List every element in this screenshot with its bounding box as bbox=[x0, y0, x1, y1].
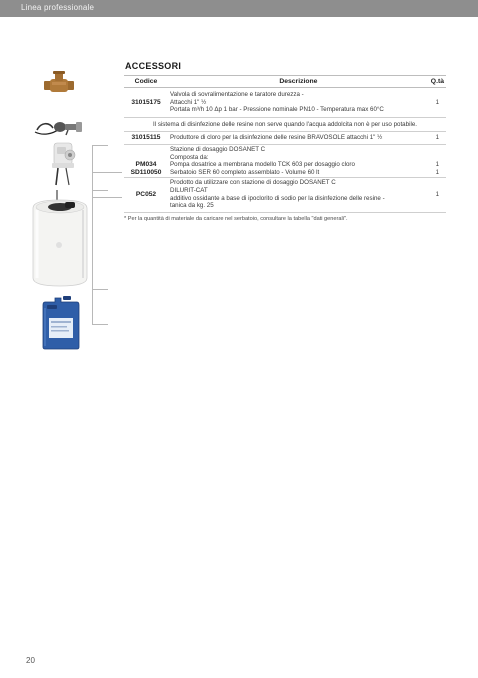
row-description: Pompa dosatrice a membrana modello TCK 603 per dosaggio cloro bbox=[170, 161, 355, 169]
row-qty: 1 bbox=[435, 169, 440, 177]
row-qty: 1 bbox=[429, 132, 446, 145]
row-code: 31015115 bbox=[124, 132, 168, 145]
description-line: Composta da: bbox=[170, 153, 209, 161]
description-line: Portata m³/h 10 Δp 1 bar - Pressione nominale PN10 - Temperatura max 60°C bbox=[170, 106, 384, 114]
header-section-label: Linea professionale bbox=[21, 3, 95, 12]
row-qty: 1 bbox=[429, 178, 446, 212]
row-code: PM034 bbox=[135, 161, 157, 169]
description-line: tanica da kg. 25 bbox=[170, 202, 214, 210]
row-description bbox=[168, 88, 429, 118]
table-row bbox=[124, 144, 446, 161]
table-header-row bbox=[124, 76, 446, 88]
header-bar bbox=[0, 0, 478, 17]
section-title: ACCESSORI bbox=[125, 61, 182, 71]
row-code: SD110050 bbox=[130, 168, 162, 176]
footnote: * Per la quantità di materiale da caricare nel serbatoio, consultare la tabella "dati generali". bbox=[124, 216, 348, 222]
description-line: Stazione di dosaggio DOSANET C bbox=[170, 145, 266, 153]
table-row bbox=[124, 161, 446, 169]
row-description bbox=[168, 144, 429, 161]
row-description: Produttore di cloro per la disinfezione delle resine BRAVOSOLE attacchi 1" ½ bbox=[168, 132, 429, 145]
table-row bbox=[124, 169, 446, 178]
row-code: 31015175 bbox=[131, 98, 161, 106]
description-line: Prodotto da utilizzare con stazione di dosaggio DOSANET C bbox=[170, 179, 336, 187]
chlorine-producer-image bbox=[33, 118, 85, 136]
accessories-table bbox=[124, 75, 446, 213]
header-description: Descrizione bbox=[168, 76, 429, 88]
table-row bbox=[124, 178, 446, 212]
row-qty: 1 bbox=[435, 161, 440, 169]
table-row bbox=[124, 88, 446, 118]
table-row bbox=[124, 132, 446, 145]
description-line: Valvola di sovralimentazione e taratore durezza - bbox=[170, 91, 304, 98]
row-description: Serbatoio SER 60 completo assemblato - Volume 60 lt bbox=[170, 168, 320, 176]
row-code: PC052 bbox=[124, 178, 168, 212]
page-number: 20 bbox=[26, 656, 35, 665]
table-note-row bbox=[124, 117, 446, 132]
row-description bbox=[168, 178, 429, 212]
bracket-connector bbox=[92, 172, 122, 173]
description-line: Attacchi 1" ½ bbox=[170, 98, 207, 106]
header-qty: Q.tà bbox=[429, 76, 446, 88]
tank-image bbox=[29, 190, 91, 290]
bracket-connector bbox=[92, 197, 122, 198]
dosing-pump-image bbox=[50, 141, 78, 186]
row-qty: 1 bbox=[435, 98, 440, 106]
header-code: Codice bbox=[124, 76, 168, 88]
brass-valve-image bbox=[42, 71, 76, 97]
jerrycan-image bbox=[41, 296, 81, 350]
description-line: additivo ossidante a base di ipoclorito di sodio per la disinfezione delle resine - bbox=[170, 194, 385, 202]
table-note: Il sistema di disinfezione delle resine non serve quando l'acqua addolcita non è per uso potabile. bbox=[124, 117, 446, 132]
description-line: DILURIT-CAT bbox=[170, 186, 208, 194]
bracket-line bbox=[92, 190, 108, 325]
